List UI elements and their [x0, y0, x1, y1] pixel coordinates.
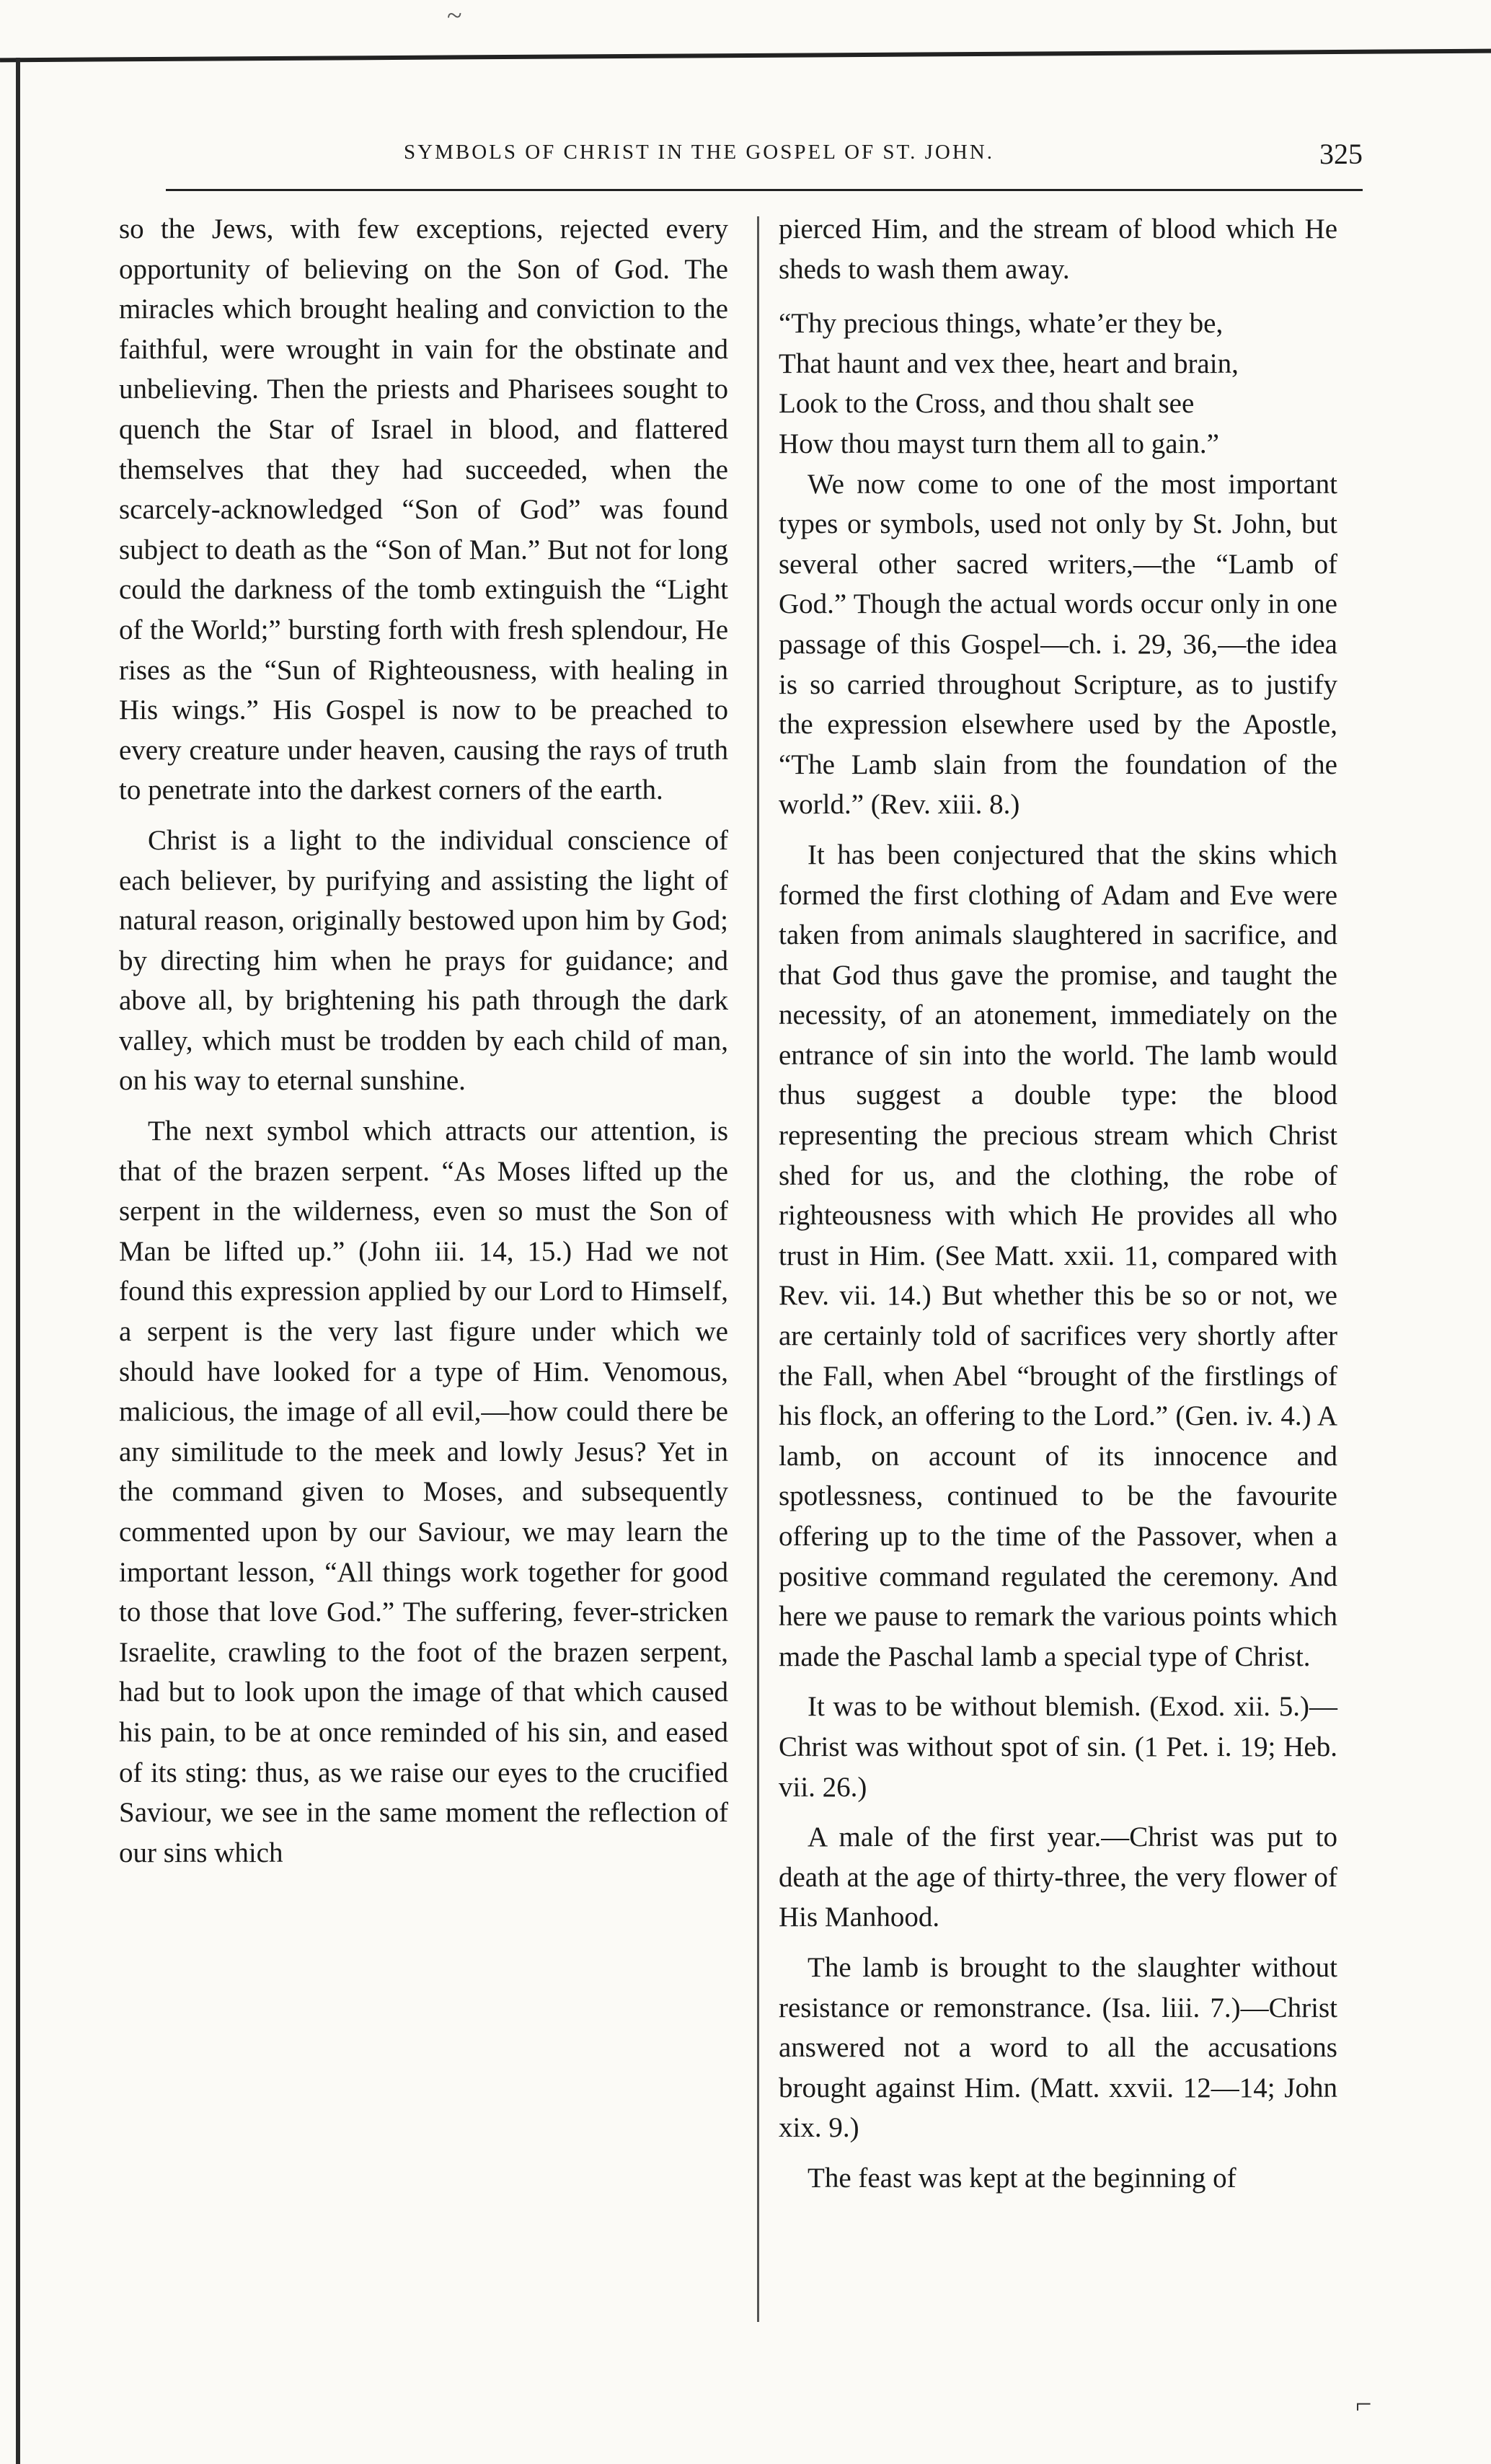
paragraph: The next symbol which attracts our attention, is that of the brazen serpent. “As Moses lifted up the serpent in the wilderness, even so must the Son of Man be lifted up.” (John iii. 14, 15.) Had we not found this expression applied by our Lord to Himself, a serpent is the very last figure under which we should have looked for a type of Him. Venomous, malicious, the image of all evil,—how could there be any similitude to the meek and lowly Jesus? Yet in the command given to Moses, and subsequently commented upon by our Saviour, we may learn the important lesson, “All things work together for good to those that love God.” The suffering, fever-stricken Israelite, crawling to the foot of the brazen serpent, had but to look upon the image of that which caused his pain, to be at once reminded of his sin, and eased of its sting: thus, as we raise our eyes to the crucified Saviour, we see in the same moment the reflection of our sins which	[119, 1116, 728, 1868]
corner-mark: ⌐	[1355, 2388, 1372, 2420]
column-divider	[757, 216, 759, 2322]
poem-line: Look to the Cross, and thou shalt see	[779, 388, 1195, 420]
paragraph: The feast was kept at the beginning of	[808, 2162, 1236, 2194]
stray-mark: ~	[447, 1, 462, 31]
paragraph: Christ is a light to the individual conscience of each believer, by purifying and assisting the light of natural reason, originally bestowed upon him by God; by directing him when he prays for guidance; and above all, by brightening his path through the dark valley, which must be trodden by each child of man, on his way to eternal sunshine.	[119, 824, 728, 1097]
paragraph: It has been conjectured that the skins which formed the first clothing of Adam and Eve were taken from animals slaughtered in sacrifice, and that God thus gave the promise, and taught the necessity, of an atonement, immediately on the entrance of sin into the world. The lamb would thus suggest a double type: the blood representing the precious stream which Christ shed for us, and the clothing, the robe of righteousness with which He provides all who trust in Him. (See Matt. xxii. 11, compared with Rev. vii. 14.) But whether this be so or not, we are certainly told of sacrifices very shortly after the Fall, when Abel “brought of the firstlings of his flock, an offering to the Lord.” (Gen. iv. 4.) A lamb, on account of its innocence and spotlessness, continued to be the favourite offering up to the time of the Passover, when a positive command regulated the ceremony. And here we pause to remark the various points which made the Paschal lamb a special type of Christ.	[779, 839, 1337, 1672]
paragraph: so the Jews, with few exceptions, rejected every opportunity of believing on the Son of God. The miracles which brought healing and conviction to the faithful, were wrought in vain for the obstinate and unbelieving. Then the priests and Pharisees sought to quench the Star of Israel in blood, and flattered themselves that they had succeeded, when the scarcely-acknowledged “Son of God” was found subject to death as the “Son of Man.” But not for long could the darkness of the tomb extinguish the “Light of the World;” bursting forth with fresh splendour, He rises as the “Sun of Righteousness, with healing in His wings.” His Gospel is now to be preached to every creature under heaven, causing the rays of truth to penetrate into the darkest corners of the earth.	[119, 213, 728, 806]
poem-line: “Thy precious things, whate’er they be,	[779, 308, 1224, 340]
running-header: SYMBOLS OF CHRIST IN THE GOSPEL OF ST. JOHN.	[404, 141, 994, 164]
page-top-edge	[0, 49, 1491, 63]
paragraph: pierced Him, and the stream of blood which He sheds to wash them away.	[779, 213, 1337, 285]
header-rule	[166, 189, 1363, 191]
left-column	[119, 209, 728, 1873]
page-number: 325	[1319, 138, 1363, 170]
paragraph: A male of the first year.—Christ was put to death at the age of thirty-three, the very flower of His Manhood.	[779, 1821, 1337, 1933]
paragraph: The lamb is brought to the slaughter without resistance or remonstrance. (Isa. liii. 7.)—Christ answered not a word to all the accusations brought against Him. (Matt. xxvii. 12—14; John xix. 9.)	[779, 1951, 1337, 2144]
poem-line: How thou mayst turn them all to gain.”	[779, 428, 1219, 459]
page-left-edge	[16, 58, 20, 2464]
poem-line: That haunt and vex thee, heart and brain,	[779, 348, 1239, 379]
right-column	[779, 209, 1337, 2199]
paragraph: We now come to one of the most important types or symbols, used not only by St. John, but several other sacred writers,—the “Lamb of God.” Though the actual words occur only in one passage of this Gospel—ch. i. 29, 36,—the idea is so carried throughout Scripture, as to justify the expression elsewhere used by the Apostle, “The Lamb slain from the foundation of the world.” (Rev. xiii. 8.)	[779, 468, 1337, 821]
paragraph: It was to be without blemish. (Exod. xii. 5.)—Christ was without spot of sin. (1 Pet. i. 19; Heb. vii. 26.)	[779, 1691, 1337, 1803]
